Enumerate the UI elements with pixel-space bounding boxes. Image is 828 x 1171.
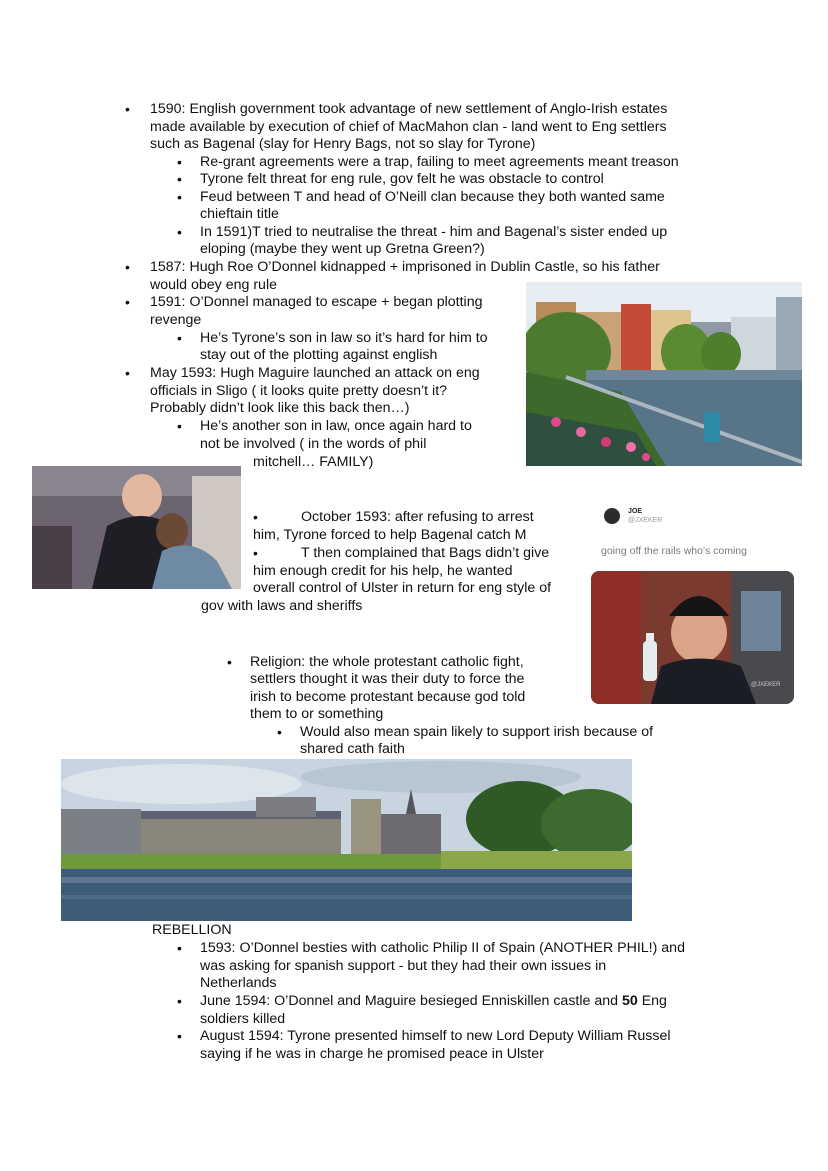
text-line: soldiers killed [200, 1011, 286, 1027]
text-line [200, 993, 667, 1010]
text-line: him enough credit for his help, he wanted [253, 563, 513, 579]
bullet: • [177, 224, 182, 240]
bullet: • [177, 154, 182, 170]
text-line: Netherlands [200, 975, 277, 991]
text-line: In 1591)T tried to neutralise the threat - him and Bagenal’s sister ended up [200, 224, 668, 240]
bullet: • [177, 171, 182, 187]
text-line: such as Bagenal (slay for Henry Bags, not so slay for Tyrone) [150, 136, 536, 152]
bullet: • [125, 294, 130, 310]
watermark: @JXEKER [751, 682, 781, 688]
tv-hug-photo [32, 466, 241, 589]
soldier-count: 50 [621, 993, 638, 1009]
text-line: made available by execution of chief of MacMahon clan - land went to Eng settlers [150, 119, 667, 135]
sligo-river-photo [526, 282, 802, 466]
text-line: May 1593: Hugh Maguire launched an attack on eng [150, 365, 480, 381]
text-line: 1587: Hugh Roe O’Donnel kidnapped + imprisoned in Dublin Castle, so his father [150, 259, 660, 275]
tweet-text: going off the rails who's coming [601, 545, 747, 557]
bullet: • [177, 418, 182, 434]
text-line: shared cath faith [300, 741, 405, 757]
text-line: Probably didn’t look like this back then…) [150, 400, 410, 416]
text-line: Re-grant agreements were a trap, failing to meet agreements meant treason [200, 154, 679, 170]
text-line: not be involved ( in the words of phil [200, 436, 427, 452]
bullet: • [277, 724, 282, 740]
section-heading: REBELLION [152, 922, 232, 938]
text-line: Would also mean spain likely to support irish because of [300, 724, 654, 740]
text-line: settlers thought it was their duty to force the [250, 671, 525, 687]
bullet: • [177, 1028, 182, 1044]
bullet: • [177, 940, 182, 956]
text-line: overall control of Ulster in return for eng style of [253, 580, 552, 596]
text-line: him, Tyrone forced to help Bagenal catch M [253, 527, 527, 543]
text-line: was asking for spanish support - but they had their own issues in [200, 958, 607, 974]
text-line: would obey eng rule [150, 277, 277, 293]
enniskillen-castle-photo [61, 759, 632, 921]
text-line: Tyrone felt threat for eng rule, gov felt he was obstacle to control [200, 171, 604, 187]
text-line: revenge [150, 312, 202, 328]
tweet [594, 502, 798, 566]
text-line: 1591: O’Donnel managed to escape + began plotting [150, 294, 483, 310]
bullet: • [125, 259, 130, 275]
bullet: • [125, 365, 130, 381]
bullet: • [125, 101, 130, 117]
bullet: • [177, 189, 182, 205]
text-line: He’s Tyrone’s son in law so it’s hard for him to [200, 330, 488, 346]
tweet-name: JOE [628, 508, 643, 515]
text-line: August 1594: Tyrone presented himself to new Lord Deputy William Russel [200, 1028, 671, 1044]
avatar [604, 508, 620, 524]
text-line: He’s another son in law, once again hard to [200, 418, 472, 434]
text-line: officials in Sligo ( it looks quite pretty doesn’t it? [150, 383, 448, 399]
bullet: • [227, 654, 232, 670]
text-line: 1593: O’Donnel besties with catholic Philip II of Spain (ANOTHER PHIL!) and [200, 940, 685, 956]
text-line: irish to become protestant because god told [250, 689, 526, 705]
text-line: mitchell… FAMILY) [253, 454, 374, 470]
text-part: June 1594: O’Donnel and Maguire besieged Enniskillen castle and [200, 993, 622, 1009]
text-line: 1590: English government took advantage of new settlement of Anglo-Irish estates [150, 101, 668, 117]
tweet-handle: @JXEKER [628, 517, 663, 524]
bullet: • [177, 330, 182, 346]
text-line: stay out of the plotting against english [200, 347, 438, 363]
text-line: October 1593: after refusing to arrest [301, 509, 534, 525]
text-line: Religion: the whole protestant catholic fight, [250, 654, 524, 670]
text-line: Feud between T and head of O’Neill clan because they both wanted same [200, 189, 665, 205]
bullet: • [253, 545, 258, 561]
man-bottle-photo [591, 571, 794, 704]
text-part: Eng [637, 993, 667, 1009]
text-line: them to or something [250, 706, 384, 722]
text-line: eloping (maybe they went up Gretna Green?) [200, 241, 485, 257]
text-line: gov with laws and sheriffs [201, 598, 363, 614]
text-line: saying if he was in charge he promised peace in Ulster [200, 1046, 544, 1062]
bullet: • [253, 509, 258, 525]
text-line: chieftain title [200, 206, 279, 222]
text-line: T then complained that Bags didn’t give [301, 545, 550, 561]
bullet: • [177, 993, 182, 1009]
